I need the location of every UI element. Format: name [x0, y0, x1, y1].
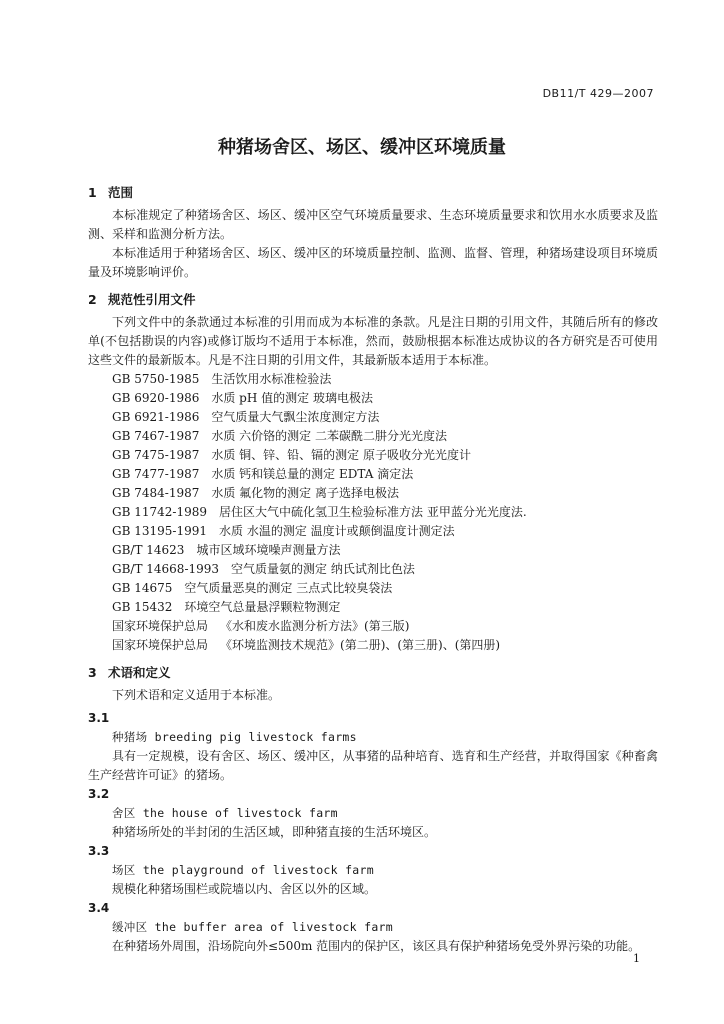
term-number: 3.4 [88, 901, 110, 915]
term-number: 3.2 [88, 787, 110, 801]
reference-item: GB 15432 环境空气总量悬浮颗粒物测定 [112, 600, 341, 614]
term-name: 场区 the playground of livestock farm [112, 863, 374, 877]
reference-item: GB/T 14623 城市区域环境噪声测量方法 [112, 543, 341, 557]
term-name: 舍区 the house of livestock farm [112, 806, 338, 820]
term-definition: 种猪场所处的半封闭的生活区域，即种猪直接的生活环境区。 [112, 825, 437, 839]
paragraph: 本标准适用于种猪场舍区、场区、缓冲区的环境质量控制、监测、监督、管理，种猪场建设项目环境质量及环境影响评价。 [88, 246, 658, 279]
reference-item: 国家环境保护总局 《水和废水监测分析方法》(第三版) [112, 619, 410, 633]
section-heading-references: 2 规范性引用文件 [88, 292, 196, 307]
reference-item: GB 13195-1991 水质 水温的测定 温度计或颠倒温度计测定法 [112, 524, 455, 538]
reference-item: GB 11742-1989 居住区大气中硫化氢卫生检验标准方法 亚甲蓝分光光度法. [112, 505, 527, 519]
paragraph: 本标准规定了种猪场舍区、场区、缓冲区空气环境质量要求、生态环境质量要求和饮用水水质要求及监测、采样和监测分析方法。 [88, 208, 658, 241]
term-number: 3.1 [88, 711, 110, 725]
reference-item: GB 7477-1987 水质 钙和镁总量的测定 EDTA 滴定法 [112, 467, 414, 481]
reference-item: 国家环境保护总局 《环境监测技术规范》(第二册)、(第三册)、(第四册) [112, 638, 501, 652]
reference-item: GB 6921-1986 空气质量大气飘尘浓度测定方法 [112, 410, 380, 424]
section-heading-terms: 3 术语和定义 [88, 665, 171, 680]
term-definition: 具有一定规模，设有舍区、场区、缓冲区，从事猪的品种培育、选育和生产经营，并取得国家《种畜禽生产经营许可证》的猪场。 [88, 749, 658, 782]
term-name: 缓冲区 the buffer area of livestock farm [112, 920, 394, 934]
reference-item: GB 5750-1985 生活饮用水标准检验法 [112, 372, 332, 386]
reference-item: GB 7467-1987 水质 六价铬的测定 二苯碳酰二肼分光光度法 [112, 429, 447, 443]
term-number: 3.3 [88, 844, 110, 858]
term-definition: 规模化种猪场围栏或院墙以内、舍区以外的区域。 [112, 882, 377, 896]
term-name: 种猪场 breeding pig livestock farms [112, 730, 357, 744]
reference-item: GB 14675 空气质量恶臭的测定 三点式比较臭袋法 [112, 581, 393, 595]
reference-item: GB 6920-1986 水质 pH 值的测定 玻璃电极法 [112, 391, 373, 405]
paragraph: 下列文件中的条款通过本标准的引用而成为本标准的条款。凡是注日期的引用文件，其随后所有的修改单(不包括勘误的内容)或修订版均不适用于本标准，然而，鼓励根据本标准达成协议的各方研究是否可使用这些文件的最新版本。凡是不注日期的引用文件，其最新版本适用于本标准。 [88, 315, 658, 367]
page-number: 1 [633, 952, 640, 965]
document-title: 种猪场舍区、场区、缓冲区环境质量 [218, 137, 506, 158]
reference-list [88, 370, 658, 655]
standard-code: DB11/T 429—2007 [542, 87, 654, 100]
document-body [88, 183, 658, 956]
reference-item: GB 7484-1987 水质 氟化物的测定 离子选择电极法 [112, 486, 399, 500]
section-heading-scope: 1 范围 [88, 185, 134, 200]
paragraph: 下列术语和定义适用于本标准。 [112, 688, 281, 702]
reference-item: GB 7475-1987 水质 铜、锌、铅、镉的测定 原子吸收分光光度计 [112, 448, 471, 462]
term-definition: 在种猪场外周围，沿场院向外≤500m 范围内的保护区，该区具有保护种猪场免受外界污染的功能。 [112, 939, 641, 953]
reference-item: GB/T 14668-1993 空气质量氨的测定 纳氏试剂比色法 [112, 562, 415, 576]
